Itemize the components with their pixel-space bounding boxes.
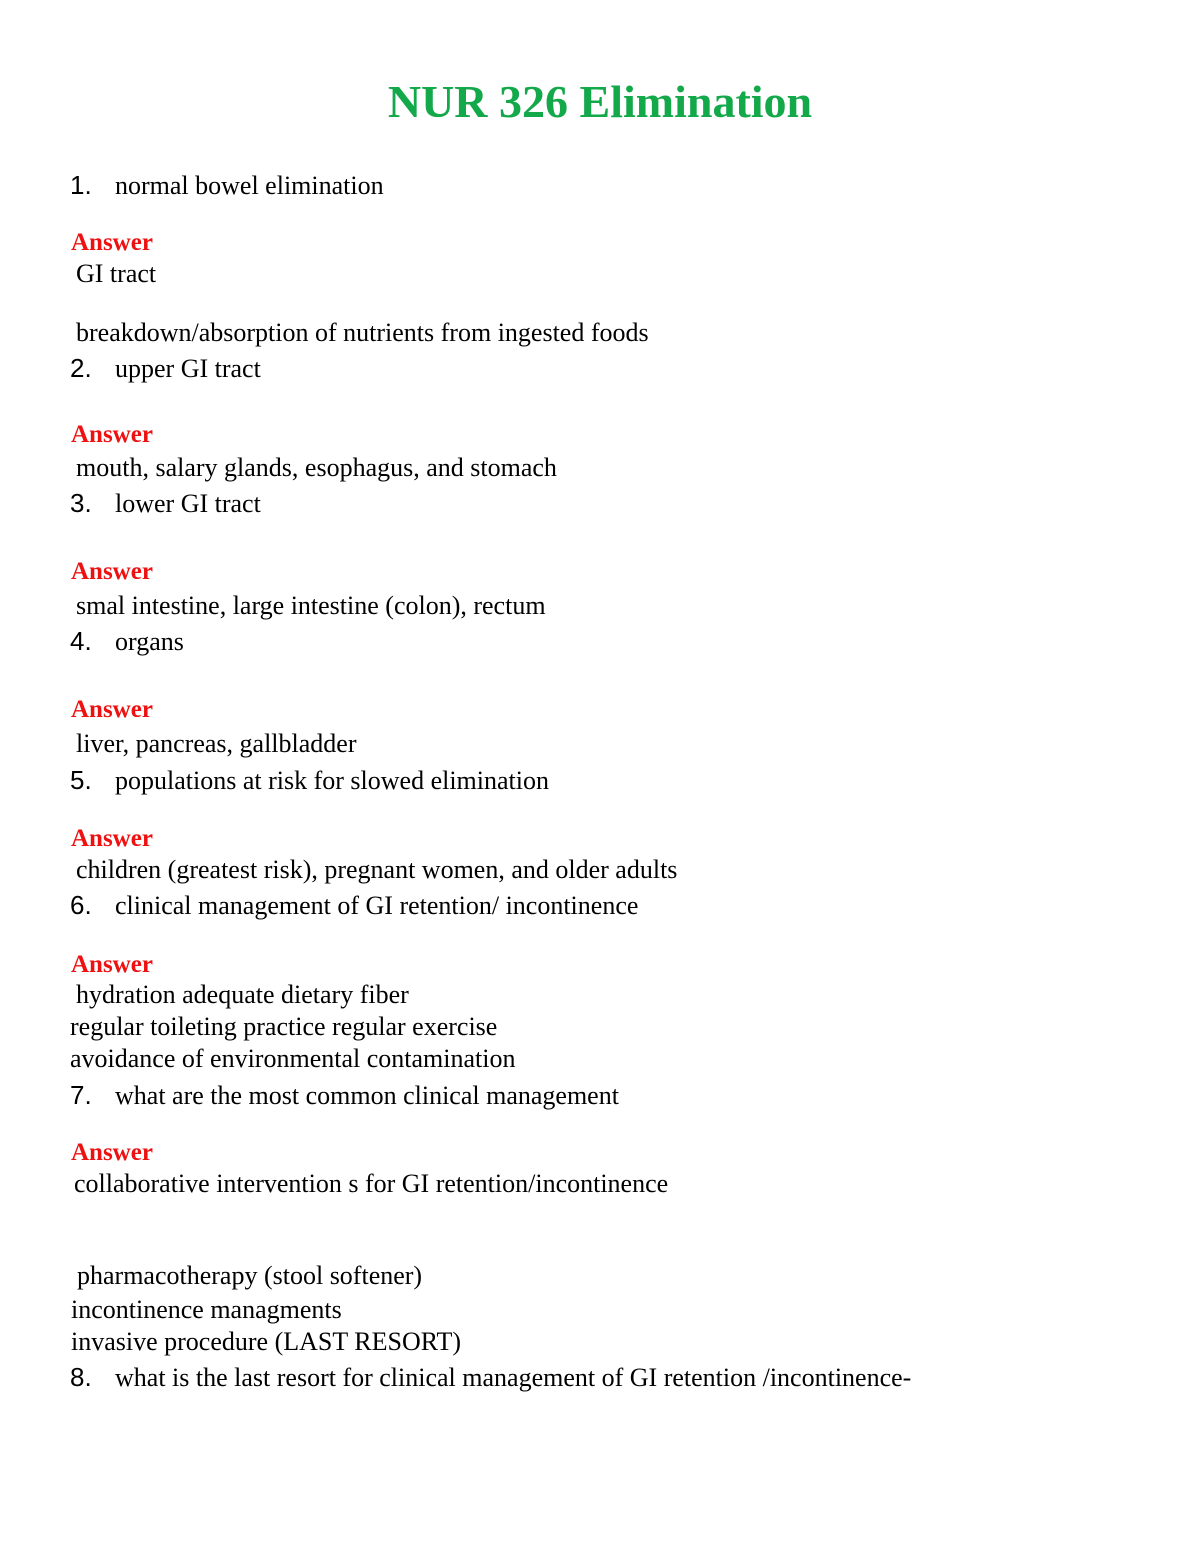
answer-label: Answer <box>71 558 153 585</box>
question-text: clinical management of GI retention/ incontinence <box>115 891 639 920</box>
question-number: 8. <box>70 1362 92 1392</box>
answer-line: smal intestine, large intestine (colon), rectum <box>76 591 546 620</box>
answer-label: Answer <box>71 696 153 723</box>
answer-line: incontinence managments <box>71 1295 342 1324</box>
question-8 <box>70 1360 911 1395</box>
question-text: upper GI tract <box>115 354 261 383</box>
answer-label: Answer <box>71 951 153 978</box>
answer-line: breakdown/absorption of nutrients from ingested foods <box>76 318 649 347</box>
question-number: 6. <box>70 890 92 920</box>
question-number: 4. <box>70 626 92 656</box>
answer-line: GI tract <box>76 259 157 288</box>
question-text: what are the most common clinical management <box>115 1081 619 1110</box>
answer-label: Answer <box>71 825 153 852</box>
question-3 <box>70 486 261 521</box>
question-2 <box>70 351 261 386</box>
answer-line: collaborative intervention s for GI retention/incontinence <box>74 1169 669 1198</box>
page-title: NUR 326 Elimination <box>387 76 813 127</box>
answer-line: mouth, salary glands, esophagus, and stomach <box>76 453 557 482</box>
answer-line: avoidance of environmental contamination <box>70 1044 516 1073</box>
question-text: organs <box>115 627 184 656</box>
question-7 <box>70 1078 619 1113</box>
question-number: 3. <box>70 488 92 518</box>
answer-line: pharmacotherapy (stool softener) <box>77 1261 423 1290</box>
answer-line: liver, pancreas, gallbladder <box>76 729 357 758</box>
question-text: lower GI tract <box>115 489 261 518</box>
answer-line: regular toileting practice regular exercise <box>70 1012 498 1041</box>
answer-label: Answer <box>71 421 153 448</box>
answer-line: invasive procedure (LAST RESORT) <box>71 1327 462 1356</box>
question-number: 7. <box>70 1080 92 1110</box>
answer-line: children (greatest risk), pregnant women, and older adults <box>76 855 678 884</box>
question-5 <box>70 763 549 798</box>
question-number: 2. <box>70 353 92 383</box>
question-number: 5. <box>70 765 92 795</box>
question-1 <box>70 168 384 203</box>
answer-label: Answer <box>71 229 153 256</box>
question-number: 1. <box>70 170 92 200</box>
answer-label: Answer <box>71 1139 153 1166</box>
answer-line: hydration adequate dietary fiber <box>76 980 409 1009</box>
question-4 <box>70 624 184 659</box>
question-6 <box>70 888 638 923</box>
question-text: populations at risk for slowed elimination <box>115 766 549 795</box>
question-text: what is the last resort for clinical management of GI retention /incontinence- <box>115 1363 912 1392</box>
question-text: normal bowel elimination <box>115 171 384 200</box>
